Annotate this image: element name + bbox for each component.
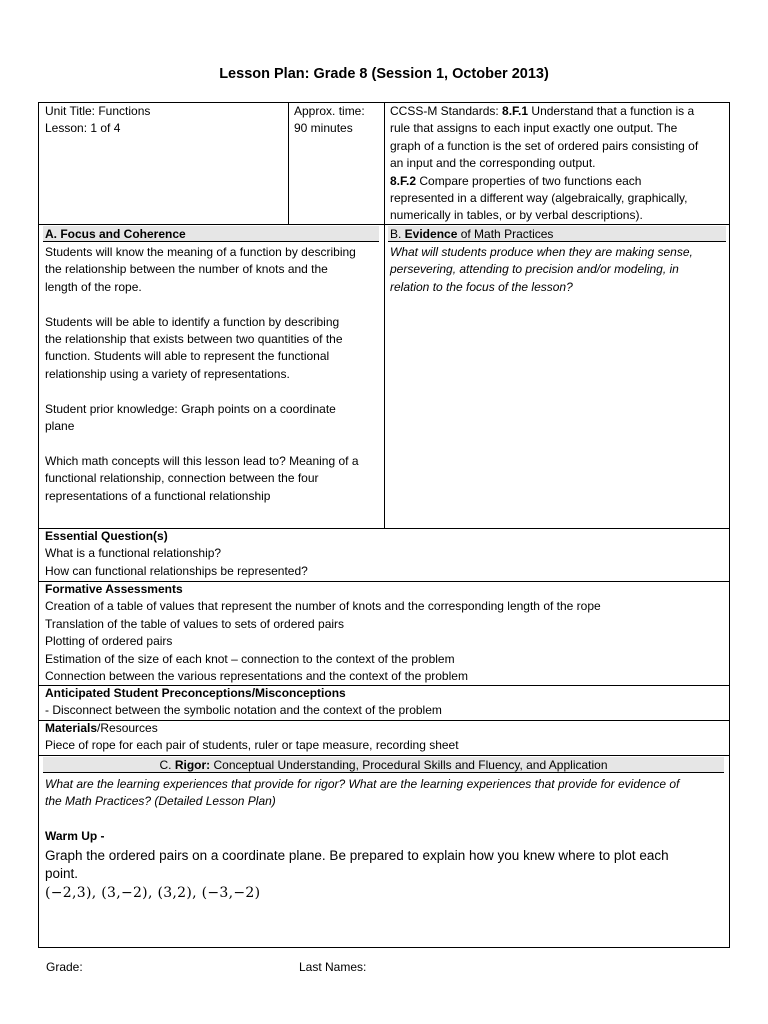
focus-text-line: Which math concepts will this lesson lead to? Meaning of a bbox=[45, 453, 359, 468]
preconceptions-heading: Anticipated Student Preconceptions/Misconceptions bbox=[45, 686, 346, 700]
warmup-text-line: Graph the ordered pairs on a coordinate plane. Be prepared to explain how you knew where to plot each bbox=[45, 848, 669, 863]
focus-text-line: Students will be able to identify a function by describing bbox=[45, 314, 340, 329]
focus-text-line: Students will know the meaning of a function by describing bbox=[45, 245, 356, 259]
rigor-heading-bar bbox=[43, 757, 724, 773]
focus-text-line: relationship using a variety of representations. bbox=[45, 366, 290, 381]
unit-info-cell bbox=[45, 103, 150, 138]
rigor-heading-rest: Conceptual Understanding, Procedural Skills and Fluency, and Application bbox=[210, 758, 608, 772]
divider bbox=[38, 755, 730, 756]
materials-line: Piece of rope for each pair of students, ruler or tape measure, recording sheet bbox=[45, 738, 459, 753]
warmup-heading: Warm Up - bbox=[45, 829, 105, 843]
focus-heading-bar bbox=[43, 226, 379, 242]
time-label: Approx. time: bbox=[294, 104, 365, 118]
evidence-prompt bbox=[390, 244, 693, 296]
focus-heading: A. Focus and Coherence bbox=[45, 227, 186, 241]
focus-text-line: length of the rope. bbox=[45, 279, 142, 294]
evidence-heading-bold: Evidence bbox=[404, 227, 458, 241]
standard-code-2: 8.F.2 bbox=[390, 173, 417, 188]
evidence-prompt-line: What will students produce when they are making sense, bbox=[390, 245, 693, 259]
formative-line: Translation of the table of values to sets of ordered pairs bbox=[45, 616, 345, 631]
standard-text-line: graph of a function is the set of ordered pairs consisting of bbox=[390, 138, 699, 153]
time-cell bbox=[294, 103, 365, 138]
formative-line: Plotting of ordered pairs bbox=[45, 634, 173, 649]
rigor-heading-prefix: C. bbox=[159, 758, 175, 772]
rigor-prompt-line: the Math Practices? (Detailed Lesson Plan) bbox=[45, 794, 276, 809]
formative-line: Creation of a table of values that represent the number of knots and the corresponding length of the rope bbox=[45, 599, 601, 614]
standard-text-line: an input and the corresponding output. bbox=[390, 156, 596, 171]
standard-text-2: Compare properties of two functions each bbox=[416, 173, 642, 188]
focus-text-line: function. Students will able to represent the functional bbox=[45, 349, 330, 364]
page-title: Lesson Plan: Grade 8 (Session 1, October 2013) bbox=[219, 66, 549, 82]
rigor-prompt bbox=[45, 776, 679, 811]
standards-cell bbox=[390, 103, 698, 225]
divider bbox=[384, 102, 385, 528]
warmup-text bbox=[45, 847, 669, 883]
essential-line: What is a functional relationship? bbox=[45, 546, 222, 561]
formative-line: Connection between the various representations and the context of the problem bbox=[45, 669, 468, 684]
focus-text-line: the relationship between the number of knots and the bbox=[45, 262, 328, 277]
rigor-heading-bold: Rigor: bbox=[174, 758, 211, 772]
essential-line: How can functional relationships be represented? bbox=[45, 563, 308, 578]
essential-questions-section bbox=[45, 528, 308, 580]
warmup-ordered-pairs: (−2,3), (3,−2), (3,2), (−3,−2) bbox=[45, 885, 261, 901]
standard-text-1: Understand that a function is a bbox=[528, 104, 695, 118]
standards-prefix: CCSS-M Standards: bbox=[390, 104, 503, 118]
evidence-prompt-line: persevering, attending to precision and/or modeling, in bbox=[390, 262, 679, 277]
evidence-prompt-line: relation to the focus of the lesson? bbox=[390, 279, 573, 294]
time-value: 90 minutes bbox=[294, 121, 353, 136]
last-names-label: Last Names: bbox=[299, 960, 367, 974]
grade-label: Grade: bbox=[46, 960, 83, 974]
materials-section bbox=[45, 720, 459, 755]
unit-title: Unit Title: Functions bbox=[45, 104, 151, 118]
formative-line: Estimation of the size of each knot – connection to the context of the problem bbox=[45, 651, 455, 666]
preconceptions-section bbox=[45, 685, 442, 720]
focus-text-line: Student prior knowledge: Graph points on a coordinate bbox=[45, 401, 336, 416]
focus-text-line: the relationship that exists between two quantities of the bbox=[45, 332, 343, 347]
evidence-heading-rest: of Math Practices bbox=[457, 227, 554, 241]
essential-heading: Essential Question(s) bbox=[45, 529, 168, 543]
focus-text-line: functional relationship, connection between the four bbox=[45, 471, 319, 486]
lesson-number: Lesson: 1 of 4 bbox=[45, 121, 121, 136]
focus-body bbox=[45, 244, 359, 505]
standard-code-1: 8.F.1 bbox=[502, 104, 529, 118]
materials-heading-rest: /Resources bbox=[97, 721, 158, 735]
preconceptions-line: - Disconnect between the symbolic notation and the context of the problem bbox=[45, 703, 442, 718]
warmup-text-line: point. bbox=[45, 866, 79, 881]
standard-text-line: rule that assigns to each input exactly one output. The bbox=[390, 121, 678, 136]
standard-text-line: numerically in tables, or by verbal descriptions). bbox=[390, 208, 643, 223]
evidence-heading-bar bbox=[388, 226, 726, 242]
standard-text-line: represented in a different way (algebraically, graphically, bbox=[390, 191, 688, 206]
evidence-heading-prefix: B. bbox=[390, 227, 405, 241]
divider bbox=[288, 102, 289, 224]
focus-text-line: plane bbox=[45, 419, 75, 434]
formative-heading: Formative Assessments bbox=[45, 582, 183, 596]
focus-text-line: representations of a functional relationship bbox=[45, 488, 271, 503]
materials-heading-bold: Materials bbox=[45, 721, 98, 735]
formative-assessments-section bbox=[45, 581, 601, 685]
rigor-prompt-line: What are the learning experiences that provide for rigor? What are the learning experiences that provide for evidence of bbox=[45, 777, 680, 791]
